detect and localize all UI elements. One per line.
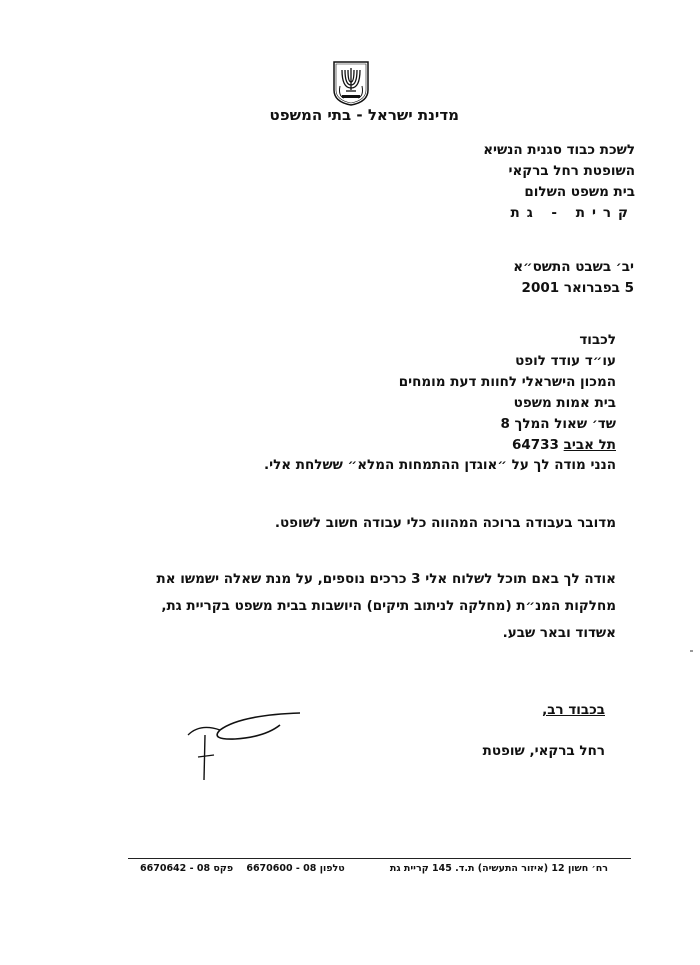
footer-contact	[140, 863, 345, 874]
recipient-name: עו״ד עודד לופט	[515, 353, 616, 369]
letterhead-title: מדינת ישראל - בתי המשפט	[269, 106, 459, 124]
body-paragraph-3-line-1: אודה לך באם תוכל לשלוח אלי 3 כרכים נוספים, על מנת שאלה ישמשו את	[156, 571, 616, 587]
recipient-org: המכון הישראלי לחוות דעת מומחים	[398, 374, 616, 390]
sender-office: לשכת כבוד סגנית הנשיא	[483, 142, 635, 158]
footer-phone: טלפון 08 - 6670600	[246, 863, 345, 874]
body-paragraph-2: מדובר בעבודה ברוכה המהווה כלי עבודה חשוב לשופט.	[274, 515, 616, 531]
closing-salutation: בכבוד רב,	[542, 702, 605, 718]
sender-judge: השופטת רחל ברקאי	[508, 163, 635, 179]
letter-date	[513, 257, 634, 299]
sender-city: קרית - גת	[510, 205, 635, 221]
recipient-building: בית אמות משפט	[513, 395, 616, 411]
handwritten-signature	[180, 695, 320, 785]
body-paragraph-3-line-3: אשדוד ובאר שבע.	[502, 625, 616, 641]
date-hebrew: יב׳ בשבט התשס״א	[513, 259, 634, 275]
signatory-name: רחל ברקאי, שופטת	[482, 743, 605, 759]
recipient-block	[399, 330, 616, 456]
body-paragraph-3-line-2: מחלקות המנ״ת (מחלקה לניתוב תיקים) היושבות בבית משפט בקריית גת,	[161, 598, 616, 614]
body-paragraph-3	[156, 566, 616, 647]
recipient-city: תל אביב	[563, 437, 616, 453]
sender-court: בית משפט השלום	[524, 184, 635, 200]
recipient-street: שד׳ שאול המלך 8	[500, 416, 616, 432]
footer-divider	[128, 858, 631, 859]
footer-fax: פקס 08 - 6670642	[140, 863, 234, 874]
body-paragraph-1: הנני מודה לך על ״אוגדן ההתמחות המלא״ ששלחת אלי.	[263, 457, 616, 473]
recipient-zip: 64733	[511, 437, 559, 453]
recipient-salutation: לכבוד	[579, 332, 616, 348]
scan-speck	[690, 650, 693, 652]
state-emblem-icon	[332, 60, 370, 106]
footer-address: רח׳ חשון 12 (איזור התעשיה) ת.ד. 145 קריית גת	[389, 863, 608, 874]
date-gregorian: 5 בפברואר 2001	[521, 280, 634, 296]
sender-block	[483, 140, 635, 224]
